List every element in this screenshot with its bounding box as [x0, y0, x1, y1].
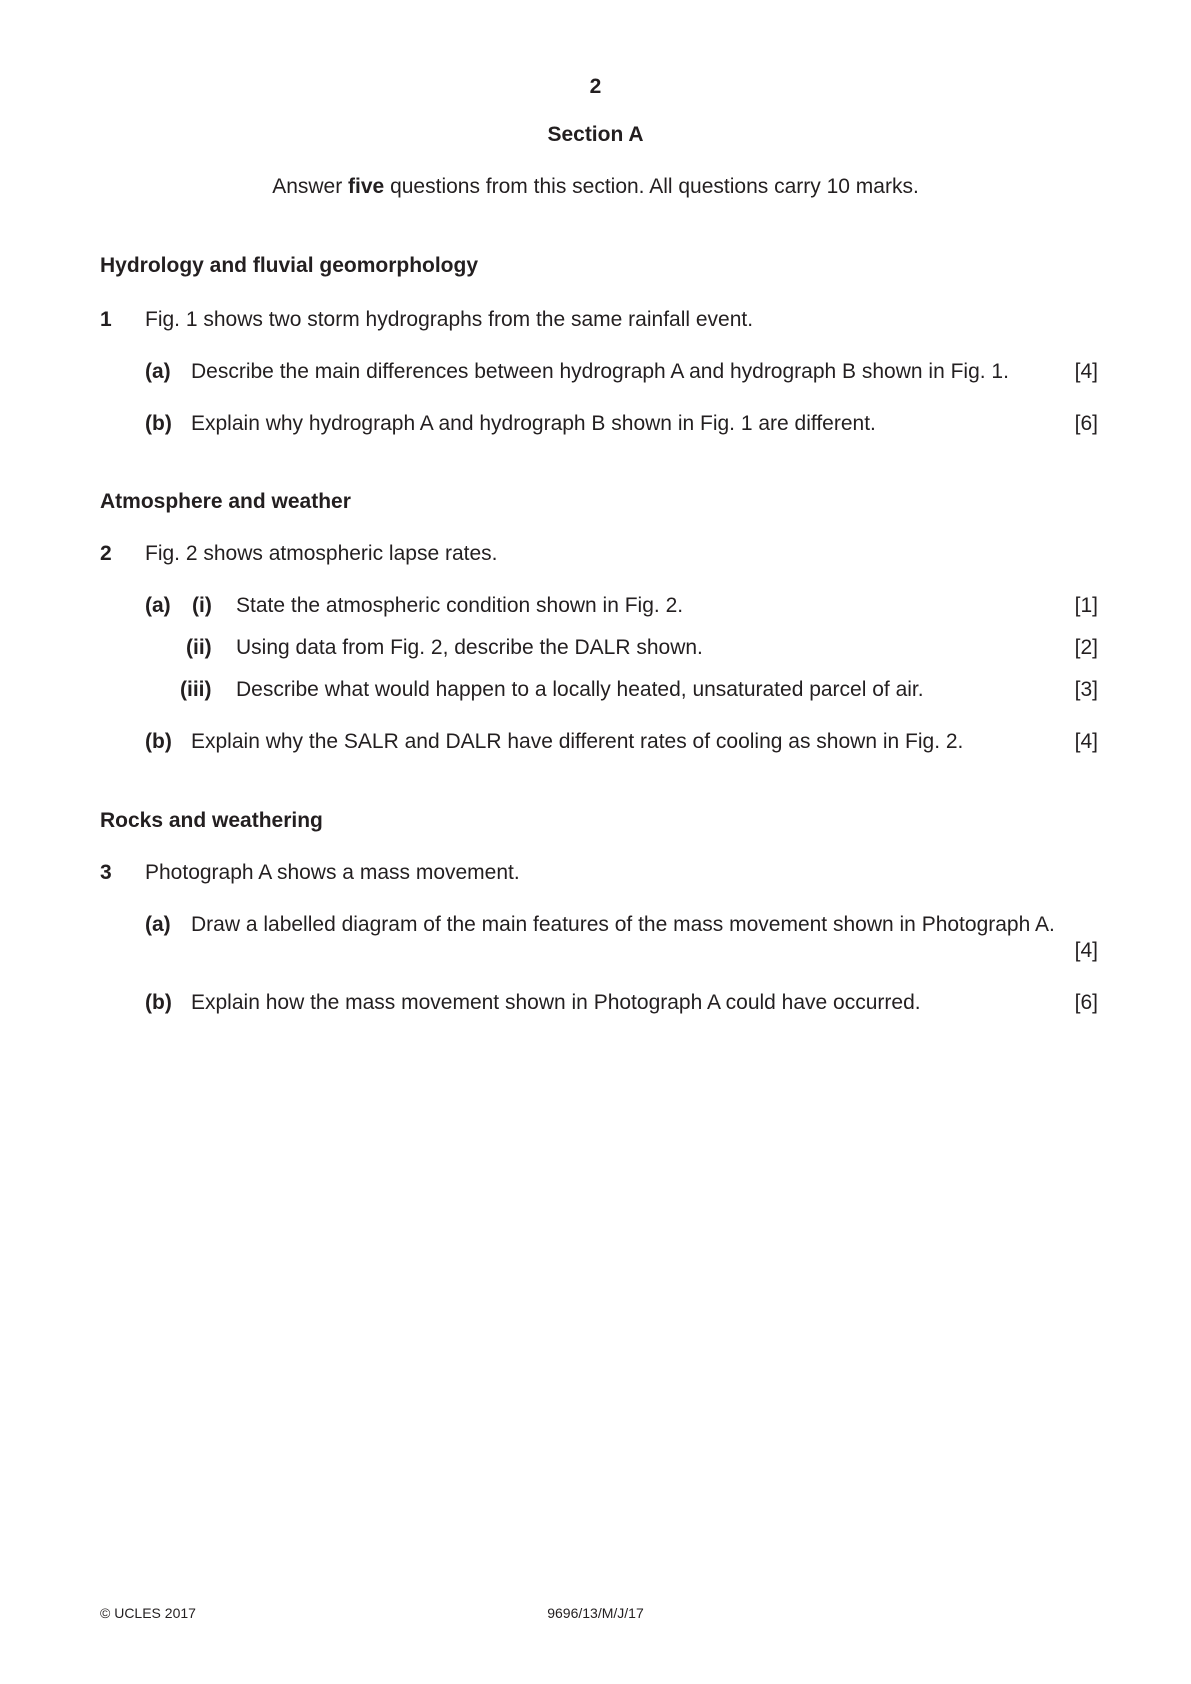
marks-3a: [4] — [1074, 939, 1098, 962]
part-text-3a: Draw a labelled diagram of the main features of the mass movement shown in Photograph A. — [191, 913, 1055, 936]
part-label-3b: (b) — [145, 991, 172, 1014]
part-text-2a-iii: Describe what would happen to a locally heated, unsaturated parcel of air. — [236, 678, 924, 701]
question-number-3: 3 — [100, 861, 112, 884]
question-stem-3: Photograph A shows a mass movement. — [145, 861, 520, 884]
sublabel-2a-iii: (iii) — [180, 678, 212, 701]
section-title: Section A — [547, 123, 644, 146]
part-label-3a: (a) — [145, 913, 171, 936]
topic-heading-atmosphere: Atmosphere and weather — [100, 490, 351, 513]
sublabel-2a-ii: (ii) — [186, 636, 212, 659]
marks-2a-iii: [3] — [1074, 678, 1098, 701]
part-text-1a: Describe the main differences between hydrograph A and hydrograph B shown in Fig. 1. — [191, 360, 1009, 383]
section-instructions — [0, 174, 1191, 200]
marks-3b: [6] — [1074, 991, 1098, 1014]
topic-heading-rocks: Rocks and weathering — [100, 809, 323, 832]
instructions-post: questions from this section. All questions carry 10 marks. — [384, 175, 919, 198]
question-number-2: 2 — [100, 542, 112, 565]
marks-2a-i: [1] — [1074, 594, 1098, 617]
part-label-2a: (a) — [145, 594, 171, 617]
question-stem-2: Fig. 2 shows atmospheric lapse rates. — [145, 542, 498, 565]
part-text-1b: Explain why hydrograph A and hydrograph B shown in Fig. 1 are different. — [191, 412, 876, 435]
part-text-2a-ii: Using data from Fig. 2, describe the DALR shown. — [236, 636, 703, 659]
part-text-2b: Explain why the SALR and DALR have different rates of cooling as shown in Fig. 2. — [191, 730, 964, 753]
question-number-1: 1 — [100, 308, 112, 331]
part-text-2a-i: State the atmospheric condition shown in Fig. 2. — [236, 594, 684, 617]
part-label-1b: (b) — [145, 412, 172, 435]
marks-1b: [6] — [1074, 412, 1098, 435]
part-label-1a: (a) — [145, 360, 171, 383]
question-stem-1: Fig. 1 shows two storm hydrographs from the same rainfall event. — [145, 308, 754, 331]
instructions-pre: Answer — [272, 175, 349, 198]
marks-1a: [4] — [1074, 360, 1098, 383]
page-number: 2 — [589, 75, 602, 98]
part-label-2b: (b) — [145, 730, 172, 753]
part-text-3b: Explain how the mass movement shown in Photograph A could have occurred. — [191, 991, 921, 1014]
footer-copyright: © UCLES 2017 — [100, 1605, 196, 1621]
sublabel-2a-i: (i) — [192, 594, 212, 617]
footer-paper-code: 9696/13/M/J/17 — [547, 1605, 644, 1621]
instructions-bold: five — [348, 175, 385, 198]
marks-2b: [4] — [1074, 730, 1098, 753]
topic-heading-hydrology: Hydrology and fluvial geomorphology — [100, 254, 479, 277]
marks-2a-ii: [2] — [1074, 636, 1098, 659]
